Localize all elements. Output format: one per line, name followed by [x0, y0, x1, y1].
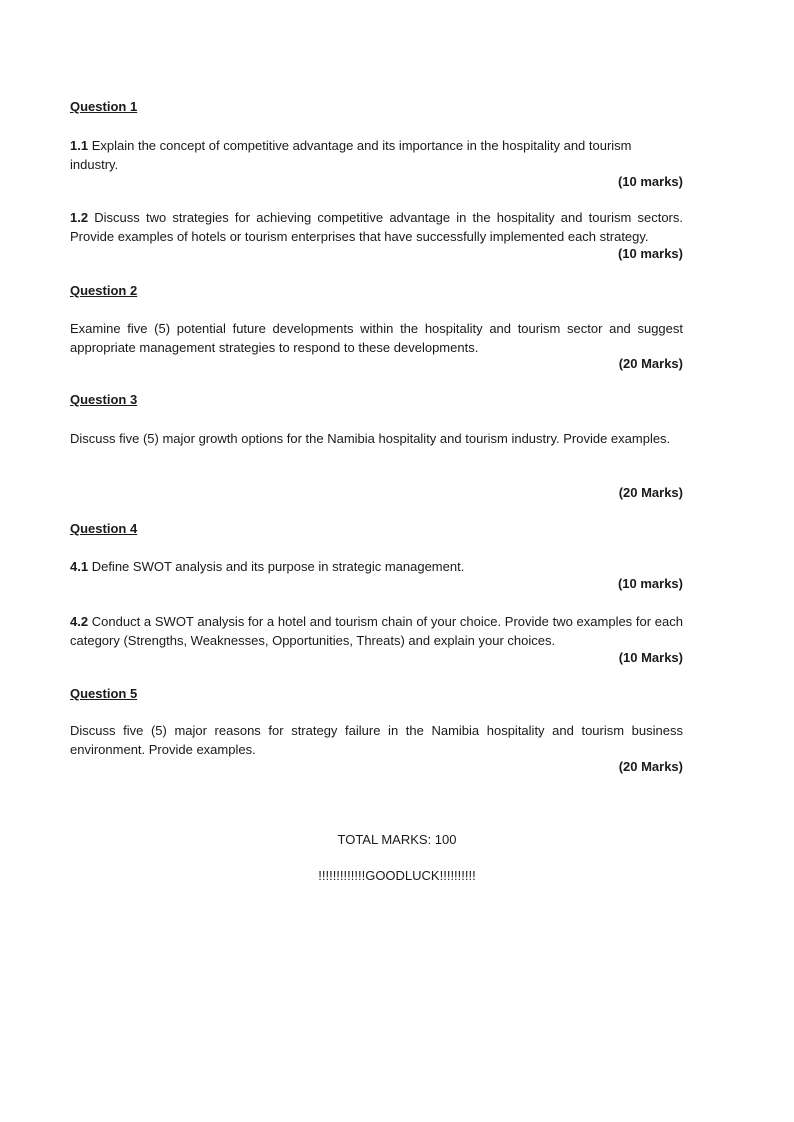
- question-1-2: [70, 208, 683, 246]
- part-number: 4.1: [70, 559, 89, 574]
- marks-5: (20 Marks): [618, 759, 683, 774]
- marks-1-1: (10 marks): [617, 174, 683, 189]
- part-number: 4.2: [70, 614, 89, 629]
- marks-1-2: (10 marks): [617, 246, 683, 261]
- question-2-heading: Question 2: [70, 283, 138, 298]
- goodluck-text: !!!!!!!!!!!!!GOODLUCK!!!!!!!!!!: [318, 868, 476, 883]
- question-5-heading: Question 5: [70, 686, 138, 701]
- marks-2: (20 Marks): [618, 356, 683, 371]
- question-5-text: Discuss five (5) major reasons for strategy failure in the Namibia hospitality and tourism business environment. Provide examples.: [70, 723, 683, 757]
- question-text: Discuss two strategies for achieving competitive advantage in the hospitality and tourism sectors. Provide examples of hotels or tourism enterprises that have successfully implemented each strategy.: [70, 210, 683, 244]
- question-text: Conduct a SWOT analysis for a hotel and tourism chain of your choice. Provide two examples for each category (Strengths, Weaknesses, Opportunities, Threats) and explain your choices.: [70, 614, 683, 648]
- question-1-heading: Question 1: [70, 99, 138, 114]
- question-3-heading: Question 3: [70, 392, 138, 407]
- marks-4-1: (10 marks): [617, 576, 683, 591]
- question-text: Explain the concept of competitive advantage and its importance in the hospitality and tourism industry.: [70, 138, 632, 172]
- question-4-2: [70, 612, 683, 650]
- question-4-1: [70, 557, 683, 576]
- part-number: 1.1: [70, 138, 89, 153]
- question-1-1: [70, 136, 683, 174]
- question-2-text: Examine five (5) potential future developments within the hospitality and tourism sector and suggest appropriate management strategies to respond to these developments.: [70, 321, 683, 355]
- part-number: 1.2: [70, 210, 89, 225]
- question-4-heading: Question 4: [70, 521, 138, 536]
- marks-3: (20 Marks): [618, 485, 683, 500]
- total-marks: TOTAL MARKS: 100: [337, 832, 457, 847]
- question-text: Define SWOT analysis and its purpose in strategic management.: [91, 559, 465, 574]
- marks-4-2: (10 Marks): [618, 650, 683, 665]
- question-3-text: Discuss five (5) major growth options for the Namibia hospitality and tourism industry. Provide examples.: [70, 431, 671, 446]
